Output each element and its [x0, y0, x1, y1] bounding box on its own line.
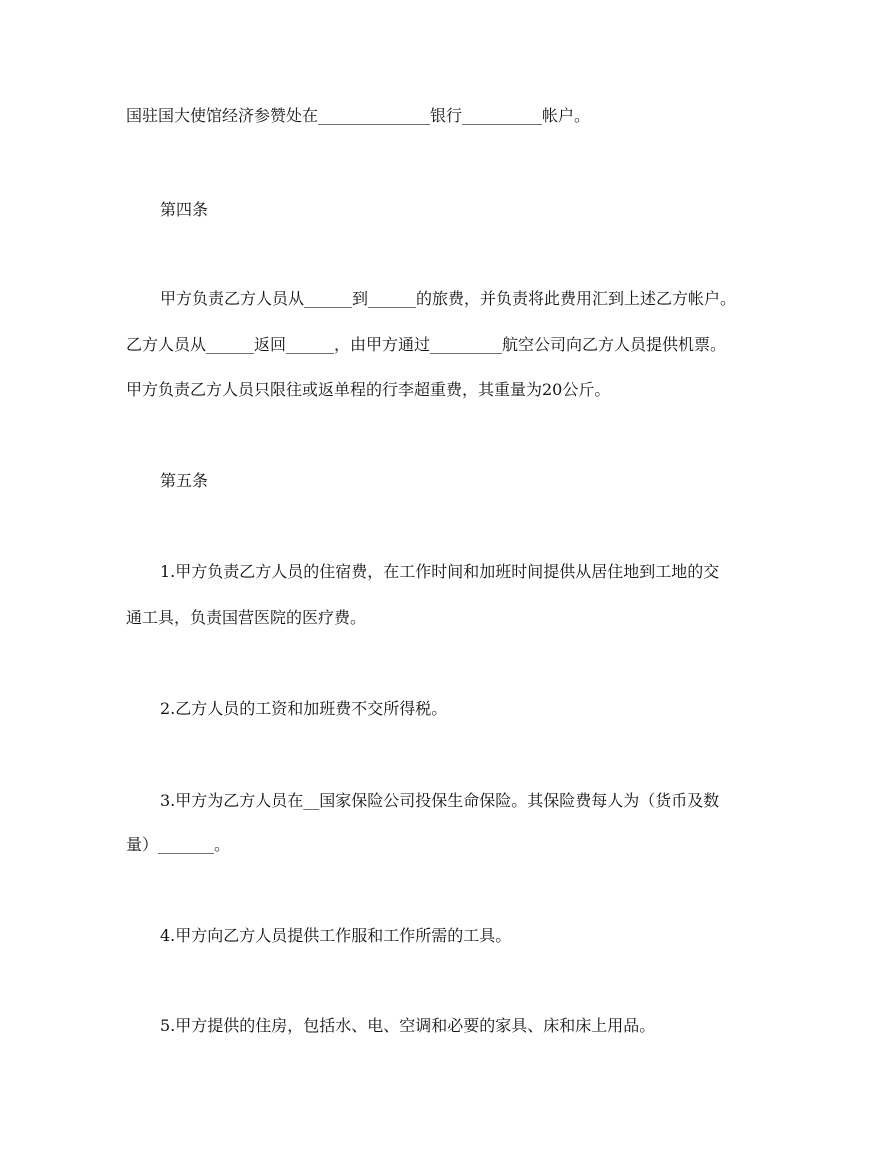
article-five-heading: 第五条: [160, 471, 209, 490]
paragraph-line-account: 国驻国大使馆经济参赞处在______________银行__________帐户。: [126, 106, 591, 125]
clause-5: 5.甲方提供的住房，包括水、电、空调和必要的家具、床和床上用品。: [160, 1016, 656, 1035]
paragraph-line-travel-expenses: 甲方负责乙方人员从______到______的旅费，并负责将此费用汇到上述乙方帐户。: [160, 289, 737, 308]
article-four-heading: 第四条: [160, 200, 209, 219]
clause-2: 2.乙方人员的工资和加班费不交所得税。: [160, 699, 448, 718]
clause-1-line-2: 通工具，负责国营医院的医疗费。: [126, 608, 367, 627]
clause-3-line-1: 3.甲方为乙方人员在__国家保险公司投保生命保险。其保险费每人为（货币及数: [160, 791, 720, 810]
paragraph-line-baggage: 甲方负责乙方人员只限往或返单程的行李超重费，其重量为20公斤。: [126, 380, 611, 399]
clause-1-line-1: 1.甲方负责乙方人员的住宿费，在工作时间和加班时间提供从居住地到工地的交: [160, 562, 720, 581]
clause-3-line-2: 量）_______。: [126, 835, 231, 854]
clause-4: 4.甲方向乙方人员提供工作服和工作所需的工具。: [160, 926, 512, 945]
paragraph-line-return-ticket: 乙方人员从______返回______，由甲方通过_________航空公司向乙方人员提供机票。: [126, 335, 727, 354]
